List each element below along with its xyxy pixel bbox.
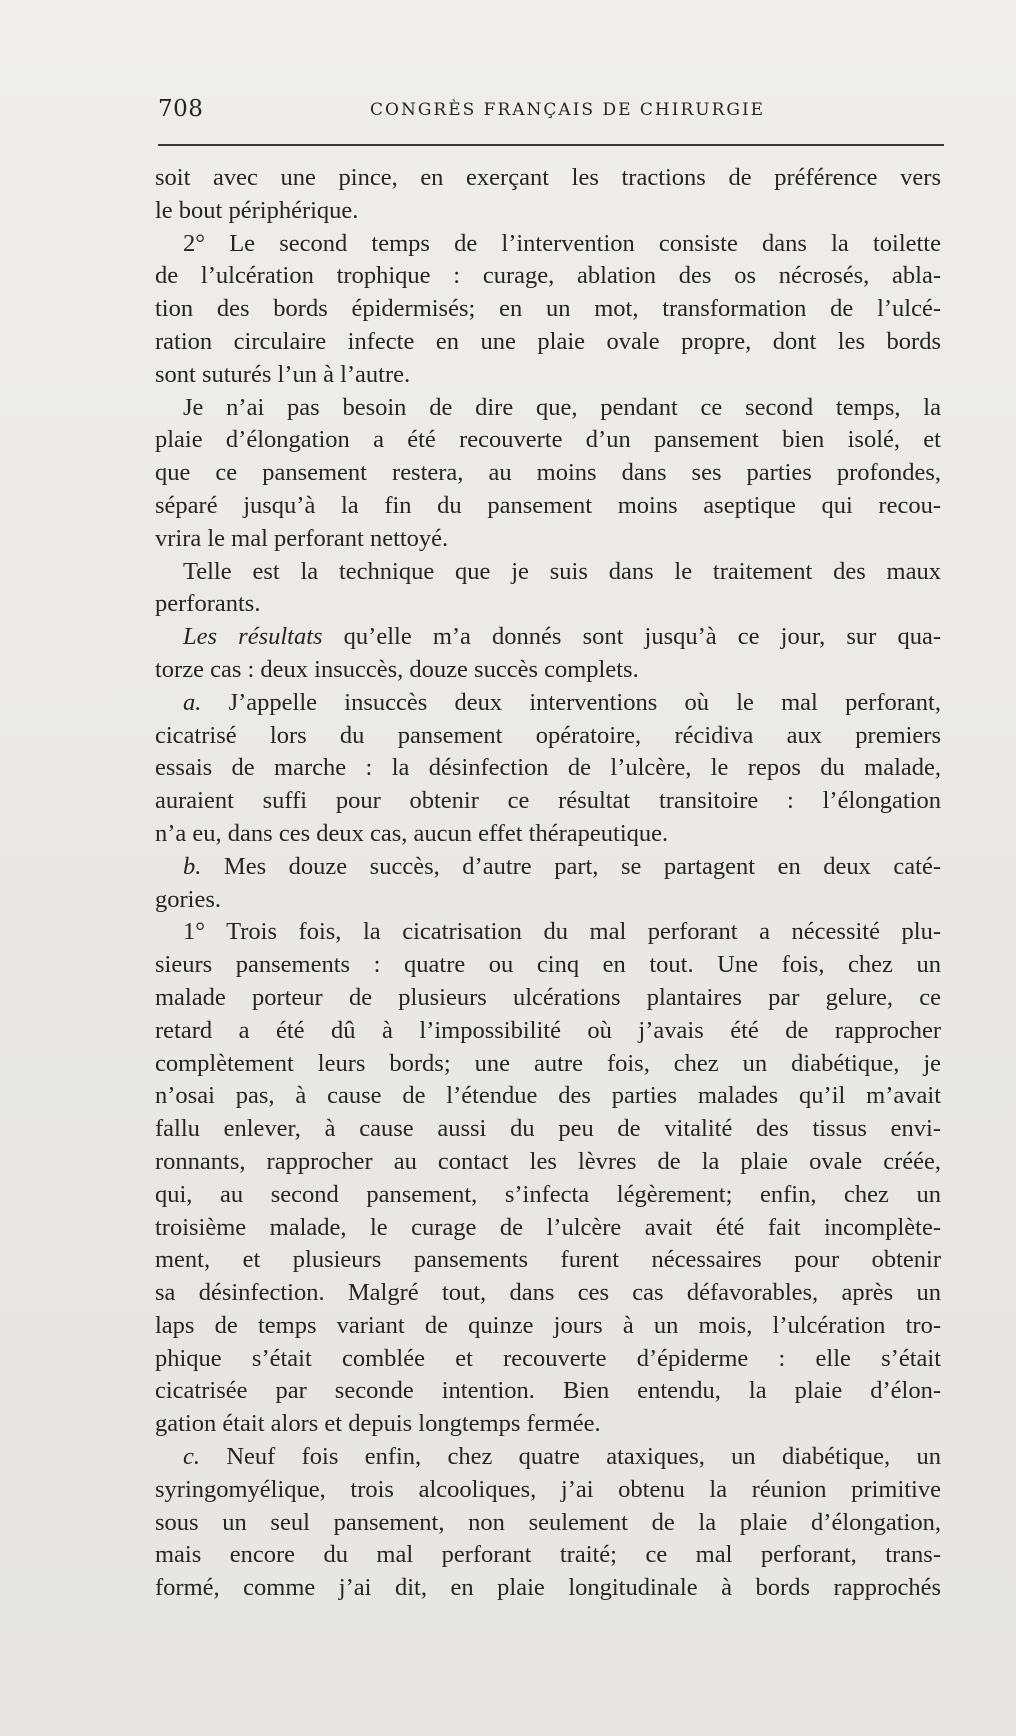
line-text: 2° Le second temps de l’intervention consiste dans la toilette [183,229,941,257]
text-line [155,326,941,359]
italic-text: a. [183,688,202,716]
text-line [155,785,941,818]
text-line [155,1507,941,1540]
text-line [155,752,941,785]
text-line [155,1146,941,1179]
line-text: qu’elle m’a donnés sont jusqu’à ce jour, sur qua- [322,623,941,651]
header-rule [158,144,944,146]
text-line [155,720,941,753]
line-text: Telle est la technique que je suis dans le traitement des maux [183,557,941,585]
line-text: torze cas : deux insuccès, douze succès complets. [155,655,639,683]
text-line [155,523,941,556]
line-text: perforants. [155,590,261,618]
line-text: malade porteur de plusieurs ulcérations plantaires par gelure, ce [155,983,941,1011]
text-line [155,1048,941,1081]
text-line [155,1441,941,1474]
text-line [155,1539,941,1572]
text-line [155,851,941,884]
text-line [155,884,941,917]
line-text: syringomyélique, trois alcooliques, j’ai obtenu la réunion primitive [155,1475,941,1503]
line-text: laps de temps variant de quinze jours à un mois, l’ulcération tro- [155,1311,941,1339]
text-line [155,556,941,589]
line-text: ronnants, rapprocher au contact les lèvres de la plaie ovale créée, [155,1147,941,1175]
text-line [155,195,941,228]
text-line [155,162,941,195]
line-text: que ce pansement restera, au moins dans ses parties profondes, [155,459,941,487]
text-line [155,424,941,457]
text-line [155,1474,941,1507]
line-text: tion des bords épidermisés; en un mot, transformation de l’ulcé- [155,295,941,323]
line-text: sous un seul pansement, non seulement de la plaie d’élongation, [155,1508,941,1536]
text-line [155,359,941,392]
line-text: n’a eu, dans ces deux cas, aucun effet thérapeutique. [155,819,669,847]
line-text: retard a été dû à l’impossibilité où j’avais été de rapprocher [155,1016,941,1044]
line-text: gation était alors et depuis longtemps fermée. [155,1410,601,1438]
line-text: phique s’était comblée et recouverte d’épiderme : elle s’était [155,1344,941,1372]
text-line [155,1277,941,1310]
text-line [155,457,941,490]
text-line [155,260,941,293]
line-text: J’appelle insuccès deux interventions où le mal perforant, [201,688,941,716]
text-line [155,1310,941,1343]
text-line [155,228,941,261]
line-text: n’osai pas, à cause de l’étendue des parties malades qu’il m’avait [155,1082,941,1110]
text-line [155,293,941,326]
text-line [155,621,941,654]
line-text: le bout périphérique. [155,196,359,224]
line-text: mais encore du mal perforant traité; ce mal perforant, trans- [155,1541,941,1569]
line-text: ration circulaire infecte en une plaie ovale propre, dont les bords [155,327,941,355]
text-line [155,490,941,523]
line-text: ment, et plusieurs pansements furent nécessaires pour obtenir [155,1246,941,1274]
body-text [155,162,941,1605]
text-line [155,654,941,687]
line-text: cicatrisée par seconde intention. Bien entendu, la plaie d’élon- [155,1377,941,1405]
text-line [155,392,941,425]
line-text: sa désinfection. Malgré tout, dans ces cas défavorables, après un [155,1279,941,1307]
line-text: Je n’ai pas besoin de dire que, pendant ce second temps, la [183,393,941,421]
line-text: fallu enlever, à cause aussi du peu de vitalité des tissus envi- [155,1115,941,1143]
line-text: Mes douze succès, d’autre part, se partagent en deux caté- [201,852,941,880]
line-text: troisième malade, le curage de l’ulcère avait été fait incomplète- [155,1213,941,1241]
line-text: essais de marche : la désinfection de l’ulcère, le repos du malade, [155,754,941,782]
line-text: qui, au second pansement, s’infecta légèrement; enfin, chez un [155,1180,941,1208]
text-line [155,1015,941,1048]
line-text: soit avec une pince, en exerçant les tractions de préférence vers [155,164,941,191]
running-title: CONGRÈS FRANÇAIS DE CHIRURGIE [370,100,766,120]
italic-text: c. [183,1443,200,1471]
line-text: plaie d’élongation a été recouverte d’un pansement bien isolé, et [155,426,941,454]
line-text: séparé jusqu’à la fin du pansement moins aseptique qui recou- [155,491,941,519]
text-line [155,1244,941,1277]
text-line [155,1212,941,1245]
line-text: 1° Trois fois, la cicatrisation du mal perforant a nécessité plu- [183,918,941,946]
line-text: de l’ulcération trophique : curage, ablation des os nécrosés, abla- [155,262,941,290]
line-text: sont suturés l’un à l’autre. [155,360,411,388]
text-line [155,1343,941,1376]
text-line [155,588,941,621]
text-line [155,687,941,720]
text-line [155,1572,941,1605]
text-line [155,982,941,1015]
line-text: Neuf fois enfin, chez quatre ataxiques, un diabétique, un [200,1443,941,1471]
text-line [155,1179,941,1212]
running-head [158,96,944,130]
italic-text: b. [183,852,202,880]
text-line [155,1080,941,1113]
text-line [155,1113,941,1146]
text-line [155,916,941,949]
text-line [155,818,941,851]
line-text: cicatrisé lors du pansement opératoire, récidiva aux premiers [155,721,941,749]
line-text: gories. [155,885,221,913]
line-text: formé, comme j’ai dit, en plaie longitudinale à bords rapprochés [155,1574,941,1602]
text-line [155,1408,941,1441]
line-text: auraient suffi pour obtenir ce résultat transitoire : l’élongation [155,787,941,815]
line-text: sieurs pansements : quatre ou cinq en tout. Une fois, chez un [155,951,941,979]
line-text: vrira le mal perforant nettoyé. [155,524,449,552]
italic-text: Les résultats [183,623,323,651]
line-text: complètement leurs bords; une autre fois, chez un diabétique, je [155,1049,941,1077]
text-line [155,1375,941,1408]
page-number: 708 [158,96,204,122]
text-line [155,949,941,982]
